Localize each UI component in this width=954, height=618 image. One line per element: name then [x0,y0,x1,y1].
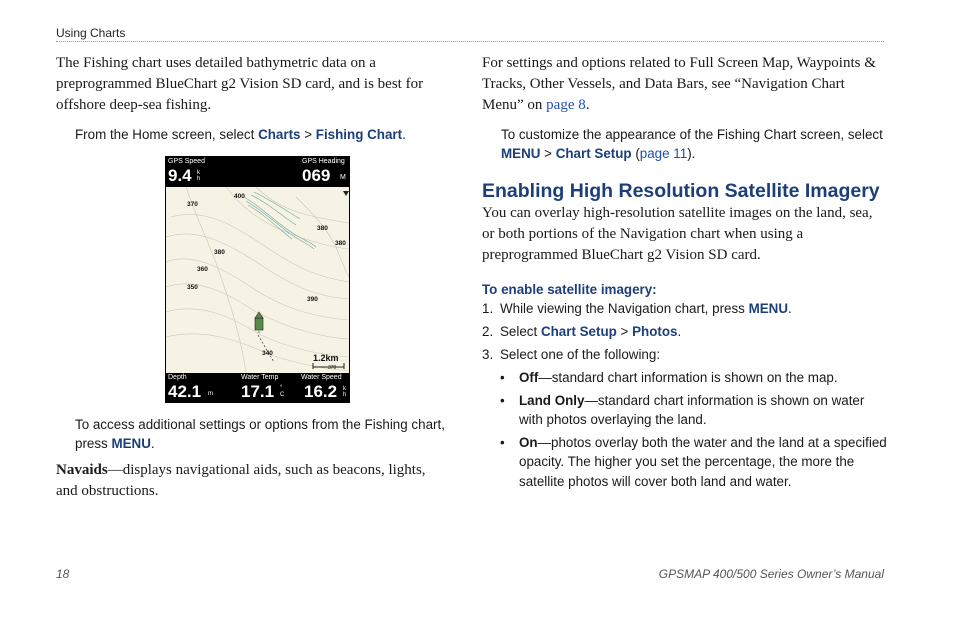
menu-keyword: MENU [111,436,151,451]
left-column-lower [56,415,446,502]
scale-label: 1.2km [313,353,339,363]
top-data-bar: GPS Speed 9.4 k h GPS Heading 069 M [165,156,350,187]
bathymetric-contours [166,187,349,373]
gps-heading-value: 069 [302,166,331,185]
fishing-chart-screenshot [165,156,350,403]
fishing-step: From the Home screen, select Charts > Fishing Chart. [75,127,406,142]
chart-setup-keyword: Chart Setup [540,324,617,339]
option-land-only: • Land Only—standard chart information is shown on water with photos overlaying the land. [500,392,865,427]
manual-title: GPSMAP 400/500 Series Owner’s Manual [658,567,884,581]
charts-keyword: Charts [258,127,301,142]
navaids-text: Navaids—displays navigational aids, such as beacons, lights, and obstructions. [56,462,426,499]
water-temp-label: Water Temp [241,374,279,381]
procedure-title: To enable satellite imagery: [482,282,657,297]
customize-text: To customize the appearance of the Fishing Chart screen, select MENU > Chart Setup (page 11). [501,127,883,161]
depth-label: 380 [214,249,225,256]
depth-label: 350 [187,284,198,291]
photo-options [482,368,887,491]
menu-keyword: MENU [748,301,789,316]
water-speed-value: 16.2 [304,382,338,401]
depth-label: 390 [307,296,318,303]
step-1: 1. While viewing the Navigation chart, press MENU. [482,301,792,316]
photos-keyword: Photos [632,324,678,339]
fishing-intro: The Fishing chart uses detailed bathymetric data on a preprogrammed BlueChart g2 Vision SD card, and is best for offshore deep-sea fishing. [56,55,424,113]
depth-label: 380 [317,225,328,232]
depth-value: 42.1 [168,382,202,401]
related-settings-text: For settings and options related to Full Screen Map, Waypoints & Tracks, Other Vessels, and Data Bars, see “Navigation Chart Menu” on page 8. [482,55,876,113]
water-speed-label: Water Speed [301,374,342,381]
gps-speed-label: GPS Speed [168,158,205,165]
gps-speed-value: 9.4 [168,166,192,185]
fishing-chart-keyword: Fishing Chart [315,127,403,142]
satellite-intro: You can overlay high-resolution satellite images on the land, sea, or both portions of the Navigation chart when using a preprogrammed BlueChart g2 Vision SD card. [482,205,873,263]
chart-setup-keyword: Chart Setup [555,146,632,161]
option-off: • Off—standard chart information is shown on the map. [500,370,838,385]
option-on: • On—photos overlay both the water and the land at a specified opacity. The higher you set the percentage, the more the satellite photos will cover both land and water. [500,434,887,489]
procedure-steps [482,299,887,364]
depth-label-text: Depth [168,374,187,381]
depth-label: 340 [262,350,273,357]
bottom-data-bar: Depth 42.1 m Water Temp 17.1 ° C Water Speed 16.2 k h [165,373,350,403]
depth-label: 400 [234,193,245,200]
depth-label: 380 [335,240,346,247]
header-rule [56,41,884,42]
step-2: 2. Select Chart Setup > Photos. [482,324,682,339]
scale-depth: 370 [328,365,337,371]
running-header: Using Charts [56,26,126,40]
page-8-link[interactable]: page 8 [546,97,586,113]
page-11-link[interactable]: page 11 [639,146,688,161]
gps-heading-label: GPS Heading [302,158,345,165]
step-3: 3. Select one of the following: [482,347,661,362]
fishing-chart-map [166,187,349,373]
section-heading: Enabling High Resolution Satellite Imagery [482,180,880,202]
navaids-term: Navaids [56,462,108,478]
depth-label: 360 [197,266,208,273]
left-column [56,53,456,144]
right-column [482,53,887,494]
page-number: 18 [56,567,70,581]
water-temp-value: 17.1 [241,382,275,401]
access-settings-text: To access additional settings or options from the Fishing chart, press MENU. [75,417,445,451]
depth-label: 370 [187,201,198,208]
menu-keyword: MENU [501,146,541,161]
